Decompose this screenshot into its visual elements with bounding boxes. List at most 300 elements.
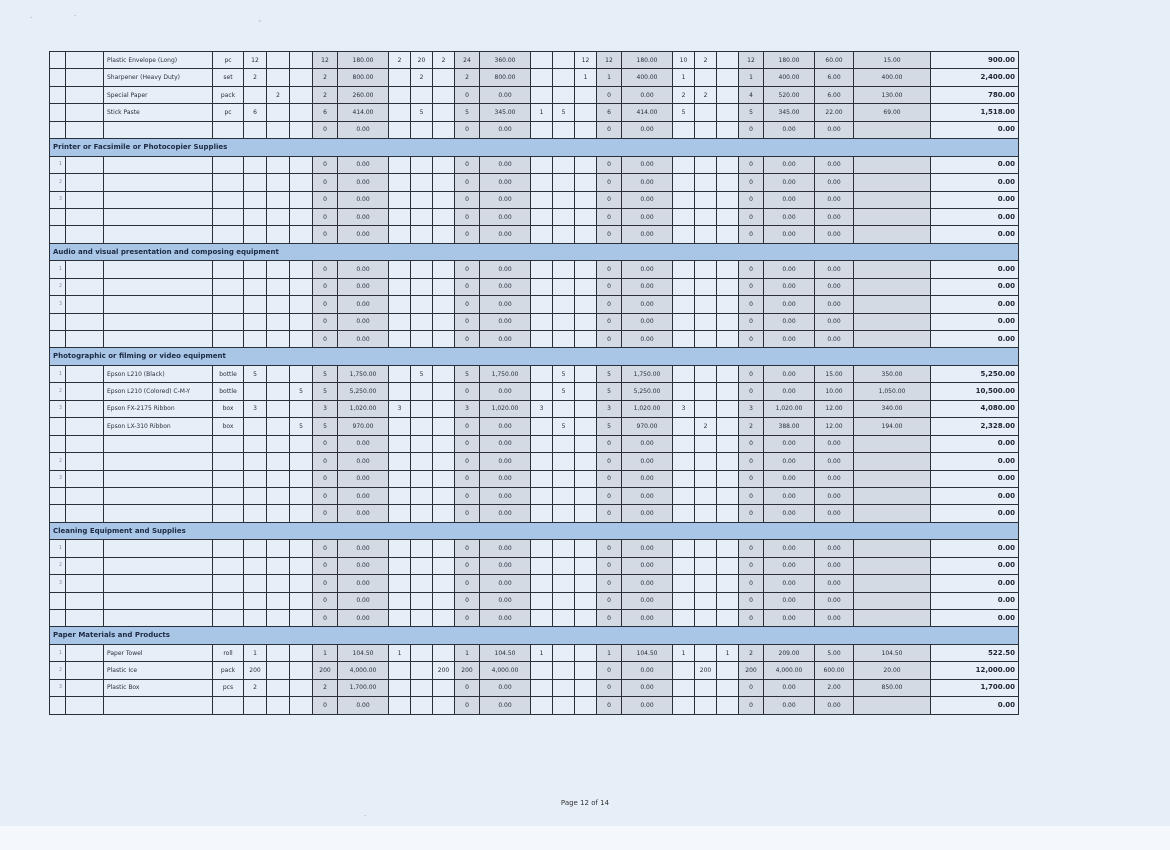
q3-amount: 1,750.00: [622, 365, 673, 382]
q2-month-2: 5: [411, 365, 433, 382]
q3-amount: 0.00: [622, 453, 673, 470]
q1-total-qty: 200: [313, 662, 338, 679]
q3-total-qty: 0: [597, 470, 622, 487]
blank-cell: [66, 505, 104, 522]
q3-month-1: [531, 208, 553, 225]
q2-total-qty: 0: [455, 156, 480, 173]
q1-amount: 1,750.00: [338, 365, 389, 382]
q2-total-qty: 0: [455, 592, 480, 609]
q3-month-2: [553, 278, 575, 295]
q2-total-qty: 2: [455, 69, 480, 86]
q3-amount: 0.00: [622, 86, 673, 103]
q4-month-1: [673, 365, 695, 382]
q1-month-3: [290, 104, 313, 121]
q2-month-3: [433, 592, 455, 609]
q1-total-qty: 2: [313, 69, 338, 86]
table-row: [50, 121, 1019, 138]
total-quantity: 0.00: [815, 487, 854, 504]
q1-month-2: [267, 435, 290, 452]
q4-month-3: [717, 662, 739, 679]
q3-month-2: [553, 610, 575, 627]
q2-month-2: [411, 208, 433, 225]
item-description: [104, 540, 213, 557]
q2-month-2: [411, 662, 433, 679]
total-amount: 0.00: [931, 592, 1019, 609]
q4-total-qty: 0: [739, 470, 764, 487]
q4-month-3: [717, 121, 739, 138]
q4-amount: 0.00: [764, 365, 815, 382]
q4-total-qty: 2: [739, 418, 764, 435]
table-row: [50, 697, 1019, 714]
item-description: [104, 610, 213, 627]
q3-month-2: [553, 261, 575, 278]
q4-amount: 0.00: [764, 331, 815, 348]
q4-amount: 0.00: [764, 191, 815, 208]
q4-total-qty: 0: [739, 487, 764, 504]
q4-amount: 520.00: [764, 86, 815, 103]
unit: [213, 557, 244, 574]
q2-month-2: [411, 679, 433, 696]
q1-amount: 180.00: [338, 52, 389, 69]
total-amount: 10,500.00: [931, 383, 1019, 400]
q2-month-1: [389, 557, 411, 574]
q2-amount: 0.00: [480, 592, 531, 609]
total-amount: 900.00: [931, 52, 1019, 69]
q3-amount: 0.00: [622, 208, 673, 225]
q3-amount: 414.00: [622, 104, 673, 121]
item-description: [104, 557, 213, 574]
unit-price: [854, 156, 931, 173]
q2-month-2: [411, 418, 433, 435]
q4-month-1: [673, 540, 695, 557]
table-row: [50, 383, 1019, 400]
q3-amount: 0.00: [622, 557, 673, 574]
q1-month-3: [290, 592, 313, 609]
unit-price: [854, 540, 931, 557]
q4-amount: 209.00: [764, 644, 815, 661]
q4-month-3: [717, 470, 739, 487]
q1-total-qty: 0: [313, 697, 338, 714]
unit: bottle: [213, 383, 244, 400]
total-quantity: 10.00: [815, 383, 854, 400]
q2-amount: 0.00: [480, 505, 531, 522]
q2-month-2: [411, 121, 433, 138]
q2-amount: 0.00: [480, 156, 531, 173]
q1-total-qty: 0: [313, 156, 338, 173]
total-amount: 0.00: [931, 697, 1019, 714]
unit: pcs: [213, 679, 244, 696]
q4-month-3: [717, 104, 739, 121]
q2-month-3: [433, 104, 455, 121]
row-number: [50, 487, 66, 504]
q3-total-qty: 0: [597, 208, 622, 225]
blank-cell: [66, 383, 104, 400]
unit-price: [854, 313, 931, 330]
q4-total-qty: 0: [739, 226, 764, 243]
q4-total-qty: 0: [739, 191, 764, 208]
q2-month-1: [389, 69, 411, 86]
q2-month-3: [433, 208, 455, 225]
item-description: [104, 453, 213, 470]
q4-month-3: [717, 400, 739, 417]
q1-month-1: [244, 261, 267, 278]
q1-total-qty: 0: [313, 470, 338, 487]
q2-month-3: [433, 365, 455, 382]
q4-month-2: [695, 644, 717, 661]
q3-month-2: [553, 679, 575, 696]
unit-price: [854, 296, 931, 313]
q1-total-qty: 0: [313, 313, 338, 330]
unit-price: [854, 697, 931, 714]
q3-total-qty: 5: [597, 383, 622, 400]
q2-total-qty: 0: [455, 487, 480, 504]
q1-amount: 0.00: [338, 470, 389, 487]
table-row: [50, 191, 1019, 208]
q2-month-1: [389, 470, 411, 487]
total-quantity: 0.00: [815, 575, 854, 592]
q1-amount: 0.00: [338, 156, 389, 173]
total-quantity: 6.00: [815, 69, 854, 86]
q2-total-qty: 0: [455, 278, 480, 295]
q1-total-qty: 0: [313, 453, 338, 470]
total-amount: 0.00: [931, 435, 1019, 452]
q4-month-3: [717, 156, 739, 173]
q4-month-2: [695, 226, 717, 243]
q2-total-qty: 0: [455, 174, 480, 191]
q2-month-3: [433, 470, 455, 487]
q2-month-2: [411, 191, 433, 208]
q4-amount: 0.00: [764, 505, 815, 522]
q1-amount: 0.00: [338, 208, 389, 225]
blank-cell: [66, 191, 104, 208]
table-row: [50, 261, 1019, 278]
total-quantity: 0.00: [815, 435, 854, 452]
q1-month-3: [290, 261, 313, 278]
q3-month-3: [575, 156, 597, 173]
q2-amount: 0.00: [480, 540, 531, 557]
q2-amount: 0.00: [480, 313, 531, 330]
q4-month-1: [673, 453, 695, 470]
q4-month-2: [695, 208, 717, 225]
q3-month-1: [531, 174, 553, 191]
q3-month-3: [575, 226, 597, 243]
q4-total-qty: 0: [739, 435, 764, 452]
q4-amount: 4,000.00: [764, 662, 815, 679]
q4-month-3: [717, 174, 739, 191]
q2-amount: 800.00: [480, 69, 531, 86]
section-title: Audio and visual presentation and composing equipment: [50, 243, 1019, 260]
row-number: [50, 610, 66, 627]
row-number: 3: [50, 679, 66, 696]
q1-month-1: [244, 418, 267, 435]
q4-month-1: [673, 505, 695, 522]
q1-total-qty: 0: [313, 575, 338, 592]
q2-month-1: 1: [389, 644, 411, 661]
q1-amount: 970.00: [338, 418, 389, 435]
q1-month-1: [244, 121, 267, 138]
q3-total-qty: 0: [597, 331, 622, 348]
q3-month-2: [553, 331, 575, 348]
unit: [213, 540, 244, 557]
q3-total-qty: 0: [597, 174, 622, 191]
q3-month-3: [575, 662, 597, 679]
q1-amount: 0.00: [338, 575, 389, 592]
q1-total-qty: 6: [313, 104, 338, 121]
q1-amount: 0.00: [338, 697, 389, 714]
row-number: 3: [50, 400, 66, 417]
q2-month-2: [411, 505, 433, 522]
q3-month-2: 5: [553, 418, 575, 435]
section-title: Paper Materials and Products: [50, 627, 1019, 644]
item-description: Epson LX-310 Ribbon: [104, 418, 213, 435]
unit-price: 69.00: [854, 104, 931, 121]
q2-total-qty: 0: [455, 226, 480, 243]
section-title: Photographic or filming or video equipment: [50, 348, 1019, 365]
q2-month-2: [411, 156, 433, 173]
document-sheet: [49, 51, 1015, 721]
q4-month-2: 2: [695, 418, 717, 435]
q1-month-3: [290, 540, 313, 557]
blank-cell: [66, 69, 104, 86]
q3-amount: 0.00: [622, 662, 673, 679]
q3-amount: 0.00: [622, 226, 673, 243]
total-amount: 12,000.00: [931, 662, 1019, 679]
q3-total-qty: 0: [597, 226, 622, 243]
q2-month-3: [433, 69, 455, 86]
total-amount: 0.00: [931, 540, 1019, 557]
q4-month-1: [673, 575, 695, 592]
q2-total-qty: 0: [455, 331, 480, 348]
q2-month-2: [411, 697, 433, 714]
q3-month-1: [531, 575, 553, 592]
q3-total-qty: 0: [597, 278, 622, 295]
q4-month-2: [695, 679, 717, 696]
q1-month-1: [244, 505, 267, 522]
q4-month-3: [717, 69, 739, 86]
q2-total-qty: 0: [455, 418, 480, 435]
q1-amount: 1,700.00: [338, 679, 389, 696]
q1-month-2: [267, 505, 290, 522]
row-number: 2: [50, 453, 66, 470]
q3-total-qty: 1: [597, 644, 622, 661]
q2-month-1: [389, 679, 411, 696]
q3-month-1: [531, 226, 553, 243]
q4-month-3: [717, 383, 739, 400]
total-quantity: 600.00: [815, 662, 854, 679]
q2-month-2: [411, 86, 433, 103]
q4-amount: 388.00: [764, 418, 815, 435]
q4-month-3: [717, 296, 739, 313]
q1-month-2: [267, 191, 290, 208]
q1-month-1: [244, 86, 267, 103]
q1-amount: 5,250.00: [338, 383, 389, 400]
q2-month-1: [389, 261, 411, 278]
q4-total-qty: 0: [739, 383, 764, 400]
table-row: [50, 52, 1019, 69]
q4-month-3: [717, 86, 739, 103]
q4-month-3: [717, 278, 739, 295]
q2-month-1: [389, 592, 411, 609]
q4-month-3: [717, 226, 739, 243]
q4-month-3: [717, 557, 739, 574]
q3-month-1: [531, 470, 553, 487]
q3-total-qty: 0: [597, 662, 622, 679]
row-number: [50, 505, 66, 522]
row-number: 1: [50, 365, 66, 382]
q4-month-2: [695, 313, 717, 330]
q2-month-3: [433, 331, 455, 348]
q3-month-2: [553, 470, 575, 487]
total-quantity: 12.00: [815, 400, 854, 417]
unit: [213, 575, 244, 592]
blank-cell: [66, 365, 104, 382]
item-description: Sharpener (Heavy Duty): [104, 69, 213, 86]
item-description: [104, 697, 213, 714]
unit-price: [854, 191, 931, 208]
q1-amount: 1,020.00: [338, 400, 389, 417]
q2-amount: 0.00: [480, 174, 531, 191]
q4-month-2: [695, 592, 717, 609]
unit: bottle: [213, 365, 244, 382]
row-number: 1: [50, 540, 66, 557]
blank-cell: [66, 470, 104, 487]
q3-month-2: [553, 435, 575, 452]
unit-price: [854, 331, 931, 348]
q1-amount: 0.00: [338, 121, 389, 138]
q4-month-3: [717, 208, 739, 225]
q3-month-3: [575, 470, 597, 487]
unit: pack: [213, 662, 244, 679]
table-row: [50, 104, 1019, 121]
q3-amount: 0.00: [622, 191, 673, 208]
table-row: [50, 69, 1019, 86]
q1-month-3: [290, 69, 313, 86]
q1-month-2: [267, 470, 290, 487]
unit-price: 194.00: [854, 418, 931, 435]
q1-month-1: [244, 487, 267, 504]
q4-month-1: 1: [673, 644, 695, 661]
q3-month-1: 1: [531, 104, 553, 121]
q2-amount: 0.00: [480, 226, 531, 243]
q3-month-1: [531, 505, 553, 522]
blank-cell: [66, 540, 104, 557]
q3-total-qty: 1: [597, 69, 622, 86]
q4-month-2: [695, 505, 717, 522]
q1-month-2: [267, 331, 290, 348]
item-description: [104, 121, 213, 138]
q3-month-3: [575, 453, 597, 470]
q3-month-1: [531, 697, 553, 714]
q2-month-3: [433, 86, 455, 103]
q3-month-1: [531, 278, 553, 295]
q3-month-1: [531, 296, 553, 313]
q1-total-qty: 0: [313, 278, 338, 295]
q3-amount: 0.00: [622, 331, 673, 348]
q2-month-3: [433, 418, 455, 435]
blank-cell: [66, 331, 104, 348]
q2-month-1: [389, 331, 411, 348]
q3-total-qty: 0: [597, 610, 622, 627]
unit: [213, 592, 244, 609]
total-amount: 0.00: [931, 174, 1019, 191]
q4-total-qty: 0: [739, 156, 764, 173]
q1-month-1: [244, 435, 267, 452]
unit-price: 850.00: [854, 679, 931, 696]
q2-amount: 4,000.00: [480, 662, 531, 679]
q1-month-3: [290, 208, 313, 225]
q3-month-3: [575, 610, 597, 627]
q3-month-2: [553, 69, 575, 86]
q1-total-qty: 0: [313, 174, 338, 191]
q4-month-2: [695, 487, 717, 504]
q3-total-qty: 0: [597, 435, 622, 452]
q2-month-1: [389, 313, 411, 330]
q4-month-3: 1: [717, 644, 739, 661]
item-description: [104, 174, 213, 191]
row-number: [50, 697, 66, 714]
total-quantity: 0.00: [815, 505, 854, 522]
q1-total-qty: 0: [313, 191, 338, 208]
q3-total-qty: 5: [597, 418, 622, 435]
q1-month-2: [267, 261, 290, 278]
q4-month-2: 2: [695, 86, 717, 103]
q3-month-3: [575, 557, 597, 574]
q3-month-1: [531, 487, 553, 504]
q2-month-3: [433, 435, 455, 452]
blank-cell: [66, 610, 104, 627]
q3-month-2: [553, 208, 575, 225]
q3-amount: 0.00: [622, 313, 673, 330]
q2-month-1: [389, 383, 411, 400]
q1-month-3: [290, 470, 313, 487]
q2-month-1: [389, 296, 411, 313]
table-row: [50, 418, 1019, 435]
q1-month-3: [290, 679, 313, 696]
unit: [213, 121, 244, 138]
q3-month-2: [553, 52, 575, 69]
q3-month-3: 1: [575, 69, 597, 86]
total-amount: 0.00: [931, 278, 1019, 295]
q3-month-3: [575, 540, 597, 557]
section-header: [50, 522, 1019, 539]
q3-total-qty: 0: [597, 191, 622, 208]
q4-month-3: [717, 418, 739, 435]
q2-month-1: [389, 174, 411, 191]
q2-month-3: 2: [433, 52, 455, 69]
q2-month-3: [433, 191, 455, 208]
table-row: [50, 505, 1019, 522]
q1-month-1: 2: [244, 679, 267, 696]
q4-total-qty: 0: [739, 575, 764, 592]
q4-total-qty: 1: [739, 69, 764, 86]
blank-cell: [66, 208, 104, 225]
q2-total-qty: 0: [455, 313, 480, 330]
q3-month-1: [531, 156, 553, 173]
q4-month-2: [695, 296, 717, 313]
unit-price: [854, 226, 931, 243]
row-number: 3: [50, 296, 66, 313]
q3-amount: 104.50: [622, 644, 673, 661]
row-number: [50, 226, 66, 243]
blank-cell: [66, 226, 104, 243]
q1-amount: 0.00: [338, 313, 389, 330]
q1-total-qty: 0: [313, 435, 338, 452]
q1-month-3: [290, 453, 313, 470]
q4-month-1: [673, 435, 695, 452]
q3-month-3: [575, 365, 597, 382]
q4-month-1: [673, 487, 695, 504]
q4-amount: 0.00: [764, 121, 815, 138]
